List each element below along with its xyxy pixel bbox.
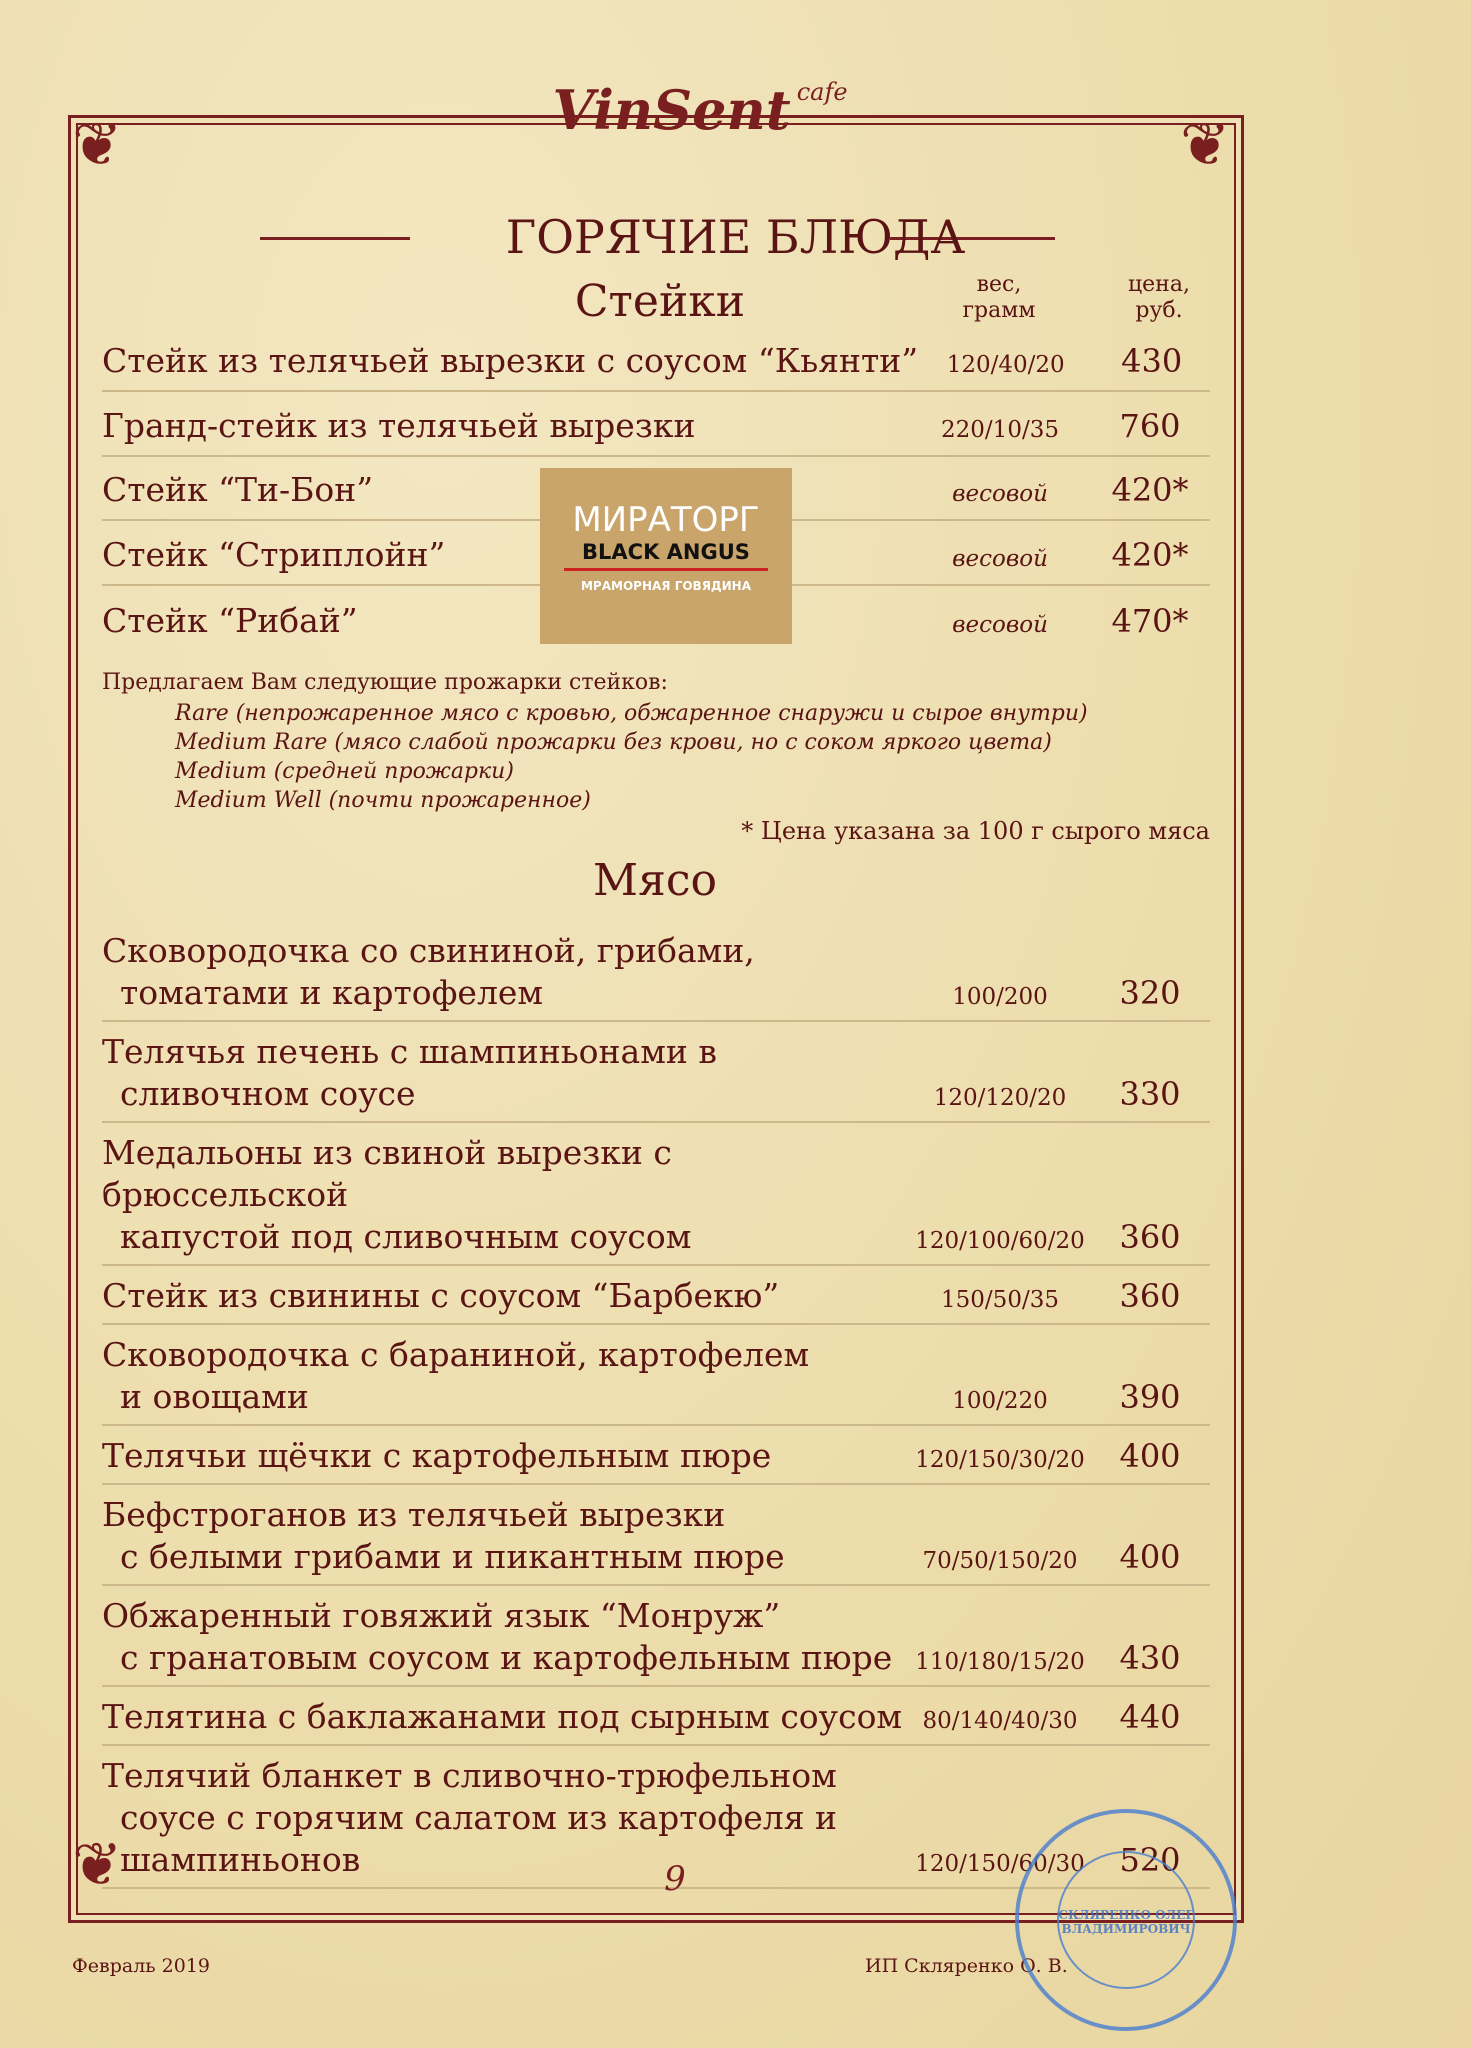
item-weight: 80/140/40/30 (922, 1708, 1078, 1734)
item-weight: 120/150/30/20 (915, 1447, 1085, 1473)
item-name: Стейк “Рибай” (102, 601, 358, 640)
menu-item (102, 1426, 1210, 1485)
item-weight: весовой (952, 481, 1048, 507)
logo-suffix: cafe (796, 78, 848, 106)
price-header (1089, 272, 1229, 324)
weight-header (929, 272, 1069, 324)
page-number-ornament (480, 1858, 870, 1927)
item-price: 360 (1119, 1277, 1181, 1315)
item-name-line: Телятина с баклажанами под сырным соусом (102, 1697, 903, 1736)
menu-item (102, 1266, 1210, 1325)
weight-header-line: грамм (962, 298, 1036, 323)
brand-line: BLACK ANGUS (564, 540, 768, 571)
item-price: 320 (1119, 974, 1181, 1012)
item-price: 760 (1119, 407, 1181, 445)
item-name: Стейк “Стриплойн” (102, 535, 446, 574)
item-weight: 120/40/20 (946, 352, 1065, 378)
weight-header-line: вес, (976, 272, 1022, 297)
stamp-text: СКЛЯРЕНКО ОЛЕГ ВЛАДИМИРОВИЧ (1058, 1908, 1194, 1936)
section-steaks-heading: Стейки (574, 276, 746, 327)
item-price: 360 (1119, 1218, 1181, 1256)
item-weight: 70/50/150/20 (922, 1548, 1078, 1574)
price-header-line: цена, (1128, 272, 1190, 297)
item-name (102, 1435, 910, 1477)
menu-item (102, 395, 1210, 457)
item-name-line: томатами и картофелем (120, 973, 544, 1012)
cafe-logo (480, 70, 920, 200)
item-name-line: Сковородочка со свининой, грибами, (102, 931, 755, 970)
item-price: 390 (1119, 1378, 1181, 1416)
menu-item (102, 1123, 1210, 1266)
item-name: Гранд-стейк из телячьей вырезки (102, 406, 696, 445)
doneness-option: Medium (средней прожарки) (175, 759, 514, 784)
doneness-option: Rare (непрожаренное мясо с кровью, обжаренное снаружи и сырое внутри) (175, 701, 1088, 726)
item-name-line: с гранатовым соусом и картофельным пюре (120, 1638, 893, 1677)
menu-item (102, 1022, 1210, 1123)
price-header-line: руб. (1135, 298, 1183, 323)
item-weight: 120/120/20 (933, 1085, 1067, 1111)
menu-item (102, 1325, 1210, 1426)
corner-ornament-icon: ❦ (72, 1830, 123, 1900)
item-name-line: и овощами (120, 1377, 309, 1416)
footer-owner: ИП Скляренко О. В. (865, 1955, 1068, 1977)
meat-list (102, 921, 1210, 1889)
item-price: 470* (1111, 602, 1189, 640)
item-weight: 150/50/35 (941, 1287, 1059, 1313)
doneness-intro: Предлагаем Вам следующие прожарки стейков: (102, 670, 668, 695)
section-meat-heading: Мясо (593, 855, 717, 906)
item-weight: 220/10/35 (941, 417, 1059, 443)
corner-ornament-icon: ❦ (1180, 110, 1231, 180)
item-price: 440 (1119, 1698, 1181, 1736)
menu-item (102, 921, 1210, 1022)
item-name-line: Телячья печень с шампиньонами в (102, 1032, 717, 1071)
logo-name: VinSent (552, 78, 791, 142)
item-name-line: капустой под сливочным соусом (120, 1217, 692, 1256)
item-name (102, 1595, 910, 1679)
item-name-line: соусе с горячим салатом из картофеля и (120, 1798, 838, 1837)
menu-item (102, 330, 1210, 392)
item-name-line: Телячий бланкет в сливочно-трюфельном (102, 1756, 837, 1795)
item-name: Стейк из телячьей вырезки с соусом “Кьянти” (102, 341, 919, 380)
menu-item (102, 1687, 1210, 1746)
item-price: 330 (1119, 1075, 1181, 1113)
item-price: 430 (1121, 342, 1183, 380)
item-name (102, 1494, 910, 1578)
item-name-line: Стейк из свинины с соусом “Барбекю” (102, 1276, 780, 1315)
item-name (102, 930, 910, 1014)
item-name-line: Сковородочка с бараниной, картофелем (102, 1335, 810, 1374)
item-weight: весовой (952, 612, 1048, 638)
item-price: 420* (1111, 536, 1189, 574)
page-number: 9 (664, 1859, 686, 1899)
doneness-option: Medium Well (почти прожаренное) (175, 788, 591, 813)
item-price: 420* (1111, 471, 1189, 509)
item-weight: 100/200 (952, 984, 1048, 1010)
item-name (102, 1696, 910, 1738)
item-name (102, 1334, 910, 1418)
footer-date: Февраль 2019 (72, 1955, 211, 1977)
item-name (102, 1031, 910, 1115)
item-name-line: Обжаренный говяжий язык “Монруж” (102, 1596, 781, 1635)
item-name: Стейк “Ти-Бон” (102, 470, 374, 509)
item-name-line: с белыми грибами и пикантным пюре (120, 1537, 785, 1576)
item-name-line: Телячьи щёчки с картофельным пюре (102, 1436, 772, 1475)
item-weight: весовой (952, 546, 1048, 572)
item-weight: 110/180/15/20 (915, 1649, 1085, 1675)
item-price: 400 (1119, 1538, 1181, 1576)
item-name (102, 1132, 910, 1258)
item-name-line: Бефстроганов из телячьей вырезки (102, 1495, 726, 1534)
item-name-line: шампиньонов (120, 1840, 361, 1879)
item-price: 400 (1119, 1437, 1181, 1475)
item-name-line: Медальоны из свиной вырезки с брюссельской (102, 1133, 672, 1214)
item-price: 430 (1119, 1639, 1181, 1677)
item-weight: 120/150/60/30 (915, 1851, 1085, 1877)
item-weight: 100/220 (952, 1388, 1048, 1414)
doneness-option: Medium Rare (мясо слабой прожарки без крови, но с соком яркого цвета) (175, 730, 1052, 755)
item-price: 520 (1119, 1841, 1181, 1879)
bottom-rule (71, 1920, 451, 1923)
item-name-line: сливочном соусе (120, 1074, 416, 1113)
miratorg-brand-badge (540, 468, 792, 644)
brand-line: МРАМОРНАЯ ГОВЯДИНА (580, 579, 751, 593)
official-stamp (1015, 1809, 1237, 2031)
menu-item (102, 1586, 1210, 1687)
price-footnote: * Цена указана за 100 г сырого мяса (741, 817, 1210, 845)
brand-line: МИРАТОРГ (572, 500, 760, 540)
corner-ornament-icon: ❦ (72, 110, 123, 180)
item-weight: 120/100/60/20 (915, 1228, 1085, 1254)
item-name (102, 1275, 910, 1317)
page-title: ГОРЯЧИЕ БЛЮДА (505, 210, 966, 264)
menu-item (102, 1485, 1210, 1586)
